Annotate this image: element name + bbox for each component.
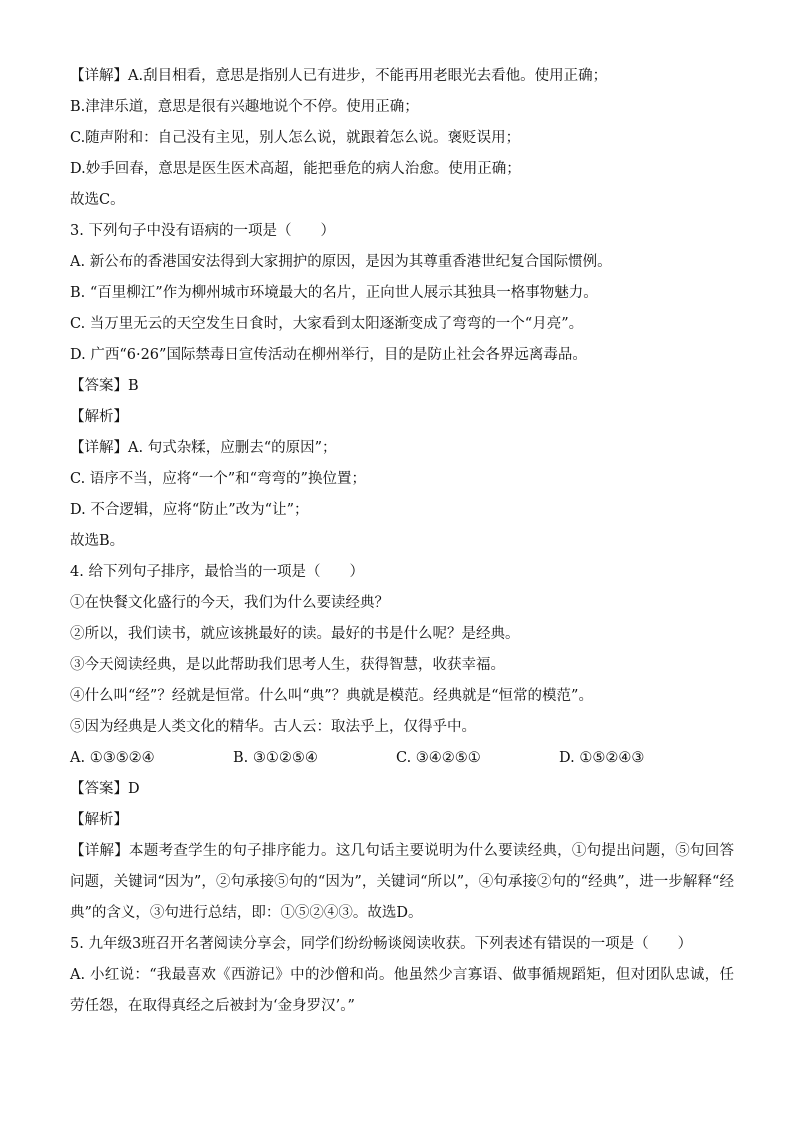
q3-option-d: D. 广西“6·26”国际禁毒日宣传活动在柳州举行，目的是防止社会各界远离毒品。 [70, 347, 587, 363]
q3-choose-b: 故选B。 [70, 533, 125, 549]
q3-option-b: B. “百里柳江”作为柳州城市环境最大的名片，正向世人展示其独具一格事物魅力。 [70, 285, 598, 301]
q4-analysis-label: 【解析】 [70, 812, 128, 828]
q5-title: 5. 九年级3班召开名著阅读分享会，同学们纷纷畅谈阅读收获。下列表述有错误的一项是（ ） [70, 936, 693, 952]
line-explain-c: C.随声附和：自己没有主见，别人怎么说，就跟着怎么说。褒贬误用； [70, 130, 521, 146]
q4-answer: 【答案】D [70, 781, 140, 797]
q4-option-c: C. ③④②⑤① [396, 750, 481, 766]
line-explain-d: D.妙手回春，意思是医生医术高超，能把垂危的病人治愈。使用正确； [70, 161, 521, 177]
q4-options [70, 743, 734, 774]
q3-option-a: A. 新公布的香港国安法得到大家拥护的原因，是因为其尊重香港世纪复合国际惯例。 [70, 254, 612, 270]
q3-explain-c: C. 语序不当，应将“一个”和“弯弯的”换位置； [70, 471, 366, 487]
q4-sentence-5: ⑤因为经典是人类文化的精华。古人云：取法乎上，仅得乎中。 [70, 719, 476, 735]
q4-option-b: B. ③①②⑤④ [233, 750, 318, 766]
q3-analysis-label: 【解析】 [70, 409, 128, 425]
q3-title: 3. 下列句子中没有语病的一项是（ ） [70, 223, 335, 239]
q4-option-a: A. ①③⑤②④ [70, 750, 155, 766]
q4-sentence-4: ④什么叫“经”？经就是恒常。什么叫“典”？典就是模范。经典就是“恒常的模范”。 [70, 688, 593, 704]
q4-explanation: 【详解】本题考查学生的句子排序能力。这几句话主要说明为什么要读经典，①句提出问题，⑤句回答问题，关键词“因为”，②句承接⑤句的“因为”，关键词“所以”，④句承接②句的“经典”，进一步解释“经典”的含义，③句进行总结，即：①⑤②④③。故选D。 [70, 843, 734, 921]
q3-option-c: C. 当万里无云的天空发生日食时，大家看到太阳逐渐变成了弯弯的一个“月亮”。 [70, 316, 584, 332]
q4-sentence-3: ③今天阅读经典，是以此帮助我们思考人生，获得智慧，收获幸福。 [70, 657, 505, 673]
line-explain-a: 【详解】A.刮目相看，意思是指别人已有进步，不能再用老眼光去看他。使用正确； [70, 68, 608, 84]
q4-option-d: D. ①⑤②④③ [559, 750, 645, 766]
q4-sentence-2: ②所以，我们读书，就应该挑最好的读。最好的书是什么呢？是经典。 [70, 626, 520, 642]
line-choose-c: 故选C。 [70, 192, 125, 208]
q3-answer: 【答案】B [70, 378, 139, 394]
q4-title: 4. 给下列句子排序，最恰当的一项是（ ） [70, 564, 364, 580]
q3-explain-d: D. 不合逻辑，应将“防止”改为“让”； [70, 502, 309, 518]
q3-explain-a: 【详解】A. 句式杂糅，应删去“的原因”； [70, 440, 337, 456]
q5-option-a: A. 小红说：“我最喜欢《西游记》中的沙僧和尚。他虽然少言寡语、做事循规蹈矩，但对团队忠诚，任劳任怨，在取得真经之后被封为‘金身罗汉’。” [70, 967, 734, 1014]
line-explain-b: B.津津乐道，意思是很有兴趣地说个不停。使用正确； [70, 99, 419, 115]
q4-sentence-1: ①在快餐文化盛行的今天，我们为什么要读经典？ [70, 595, 389, 611]
